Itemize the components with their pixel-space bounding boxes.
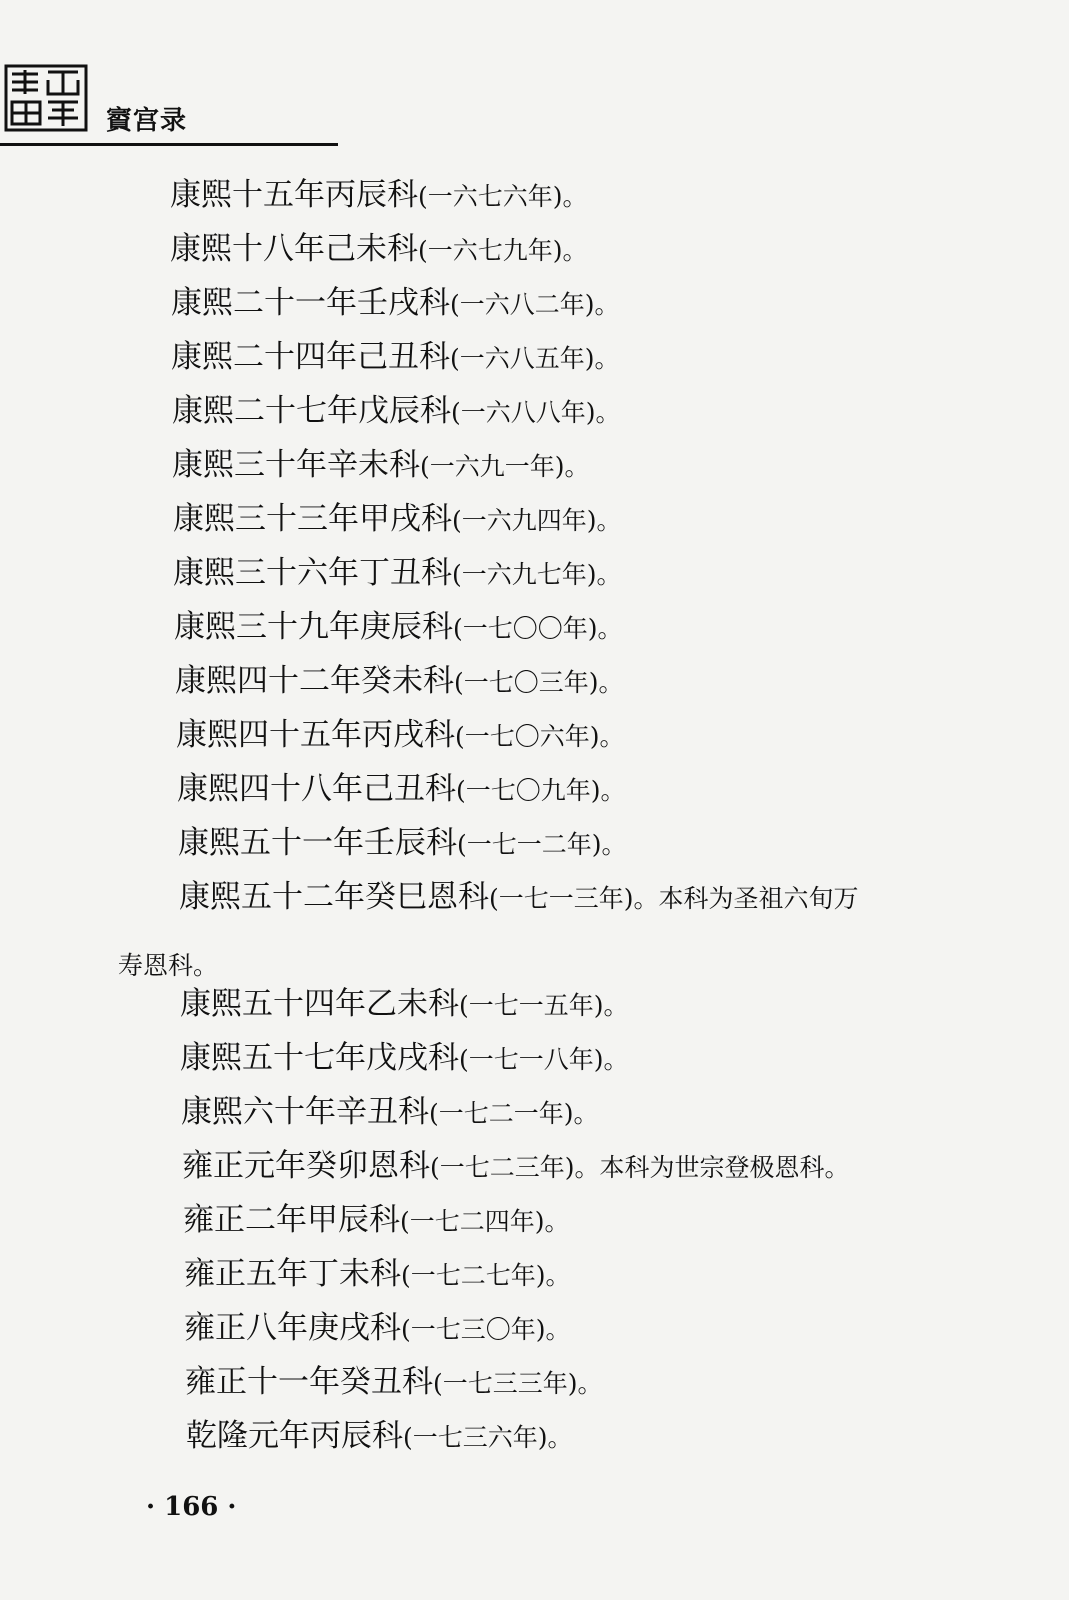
list-item: 康熙五十一年壬辰科(一七一二年)。 <box>178 825 627 861</box>
list-item: 雍正二年甲辰科(一七二四年)。 <box>183 1202 570 1238</box>
list-item: 康熙三十年辛未科(一六九一年)。 <box>172 447 590 483</box>
list-item: 康熙十八年己未科(一六七九年)。 <box>170 231 588 267</box>
note-continuation: 寿恩科。 <box>118 951 219 980</box>
list-item: 康熙五十二年癸巳恩科(一七一三年)。本科为圣祖六旬万 <box>179 879 859 915</box>
list-item: 雍正元年癸卯恩科(一七二三年)。本科为世宗登极恩科。 <box>182 1148 850 1184</box>
page-number: · 166 · <box>146 1492 237 1522</box>
list-item: 雍正十一年癸丑科(一七三三年)。 <box>185 1364 603 1400</box>
list-item: 乾隆元年丙辰科(一七三六年)。 <box>186 1418 573 1454</box>
list-item: 康熙三十三年甲戌科(一六九四年)。 <box>173 501 622 537</box>
list-item: 雍正八年庚戌科(一七三〇年)。 <box>184 1310 571 1346</box>
list-item: 康熙三十九年庚辰科(一七〇〇年)。 <box>174 609 623 645</box>
list-item: 康熙二十四年己丑科(一六八五年)。 <box>171 339 620 375</box>
list-item: 康熙四十五年丙戌科(一七〇六年)。 <box>176 717 625 753</box>
running-title: 賨宫录 <box>106 106 188 136</box>
list-item: 康熙五十四年乙未科(一七一五年)。 <box>180 986 629 1022</box>
list-item: 康熙二十一年壬戌科(一六八二年)。 <box>171 285 620 321</box>
list-item: 康熙二十七年戊辰科(一六八八年)。 <box>172 393 621 429</box>
list-item: 康熙三十六年丁丑科(一六九七年)。 <box>173 555 622 591</box>
list-item: 康熙五十七年戊戌科(一七一八年)。 <box>180 1040 629 1076</box>
list-item: 康熙四十二年癸未科(一七〇三年)。 <box>175 663 624 699</box>
list-item: 康熙十五年丙辰科(一六七六年)。 <box>170 177 588 213</box>
list-item: 康熙六十年辛丑科(一七二一年)。 <box>181 1094 599 1130</box>
list-item: 雍正五年丁未科(一七二七年)。 <box>184 1256 571 1292</box>
list-item: 康熙四十八年己丑科(一七〇九年)。 <box>177 771 626 807</box>
